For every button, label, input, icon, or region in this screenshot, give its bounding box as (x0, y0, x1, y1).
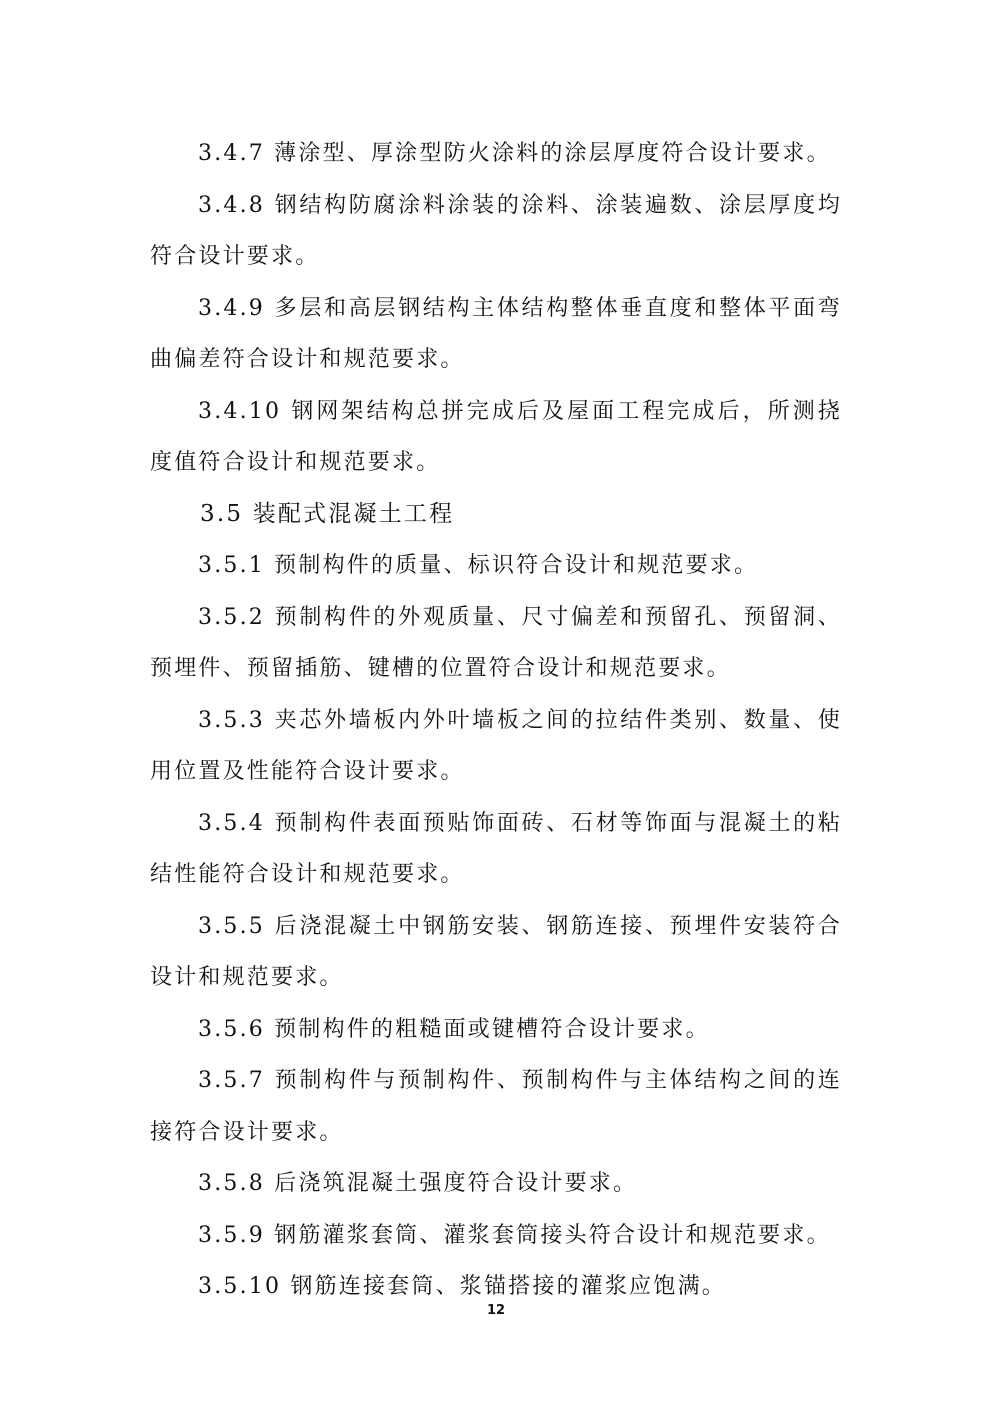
clause-3-5-1: 3.5.1 预制构件的质量、标识符合设计和规范要求。 (198, 553, 759, 578)
clause-3-5-3: 3.5.3 夹芯外墙板内外叶墙板之间的拉结件类别、数量、使用位置及性能符合设计要求。 (150, 707, 842, 784)
clause-3-5-10: 3.5.10 钢筋连接套筒、浆锚搭接的灌浆应饱满。 (198, 1274, 726, 1299)
clause-3-5-4: 3.5.4 预制构件表面预贴饰面砖、石材等饰面与混凝土的粘结性能符合设计和规范要求。 (150, 810, 842, 887)
document-body (150, 128, 842, 1313)
clause-3-5-8: 3.5.8 后浇筑混凝土强度符合设计要求。 (198, 1171, 638, 1196)
page-number: 12 (486, 1303, 506, 1318)
clause-3-4-8: 3.4.8 钢结构防腐涂料涂装的涂料、涂装遍数、涂层厚度均符合设计要求。 (150, 192, 842, 269)
section-heading-3-5: 3.5 装配式混凝土工程 (200, 500, 455, 527)
clause-3-5-2: 3.5.2 预制构件的外观质量、尺寸偏差和预留孔、预留洞、预埋件、预留插筋、键槽的位置符合设计和规范要求。 (150, 604, 842, 681)
clause-3-5-9: 3.5.9 钢筋灌浆套筒、灌浆套筒接头符合设计和规范要求。 (198, 1222, 831, 1248)
clause-3-5-6: 3.5.6 预制构件的粗糙面或键槽符合设计要求。 (198, 1016, 710, 1042)
clause-3-4-7: 3.4.7 薄涂型、厚涂型防火涂料的涂层厚度符合设计要求。 (198, 141, 831, 166)
clause-3-4-9: 3.4.9 多层和高层钢结构主体结构整体垂直度和整体平面弯曲偏差符合设计和规范要求。 (150, 295, 842, 372)
clause-3-4-10: 3.4.10 钢网架结构总拼完成后及屋面工程完成后，所测挠度值符合设计和规范要求。 (150, 398, 842, 475)
clause-3-5-7: 3.5.7 预制构件与预制构件、预制构件与主体结构之间的连接符合设计要求。 (150, 1068, 842, 1145)
clause-3-5-5: 3.5.5 后浇混凝土中钢筋安装、钢筋连接、预埋件安装符合设计和规范要求。 (150, 913, 842, 990)
